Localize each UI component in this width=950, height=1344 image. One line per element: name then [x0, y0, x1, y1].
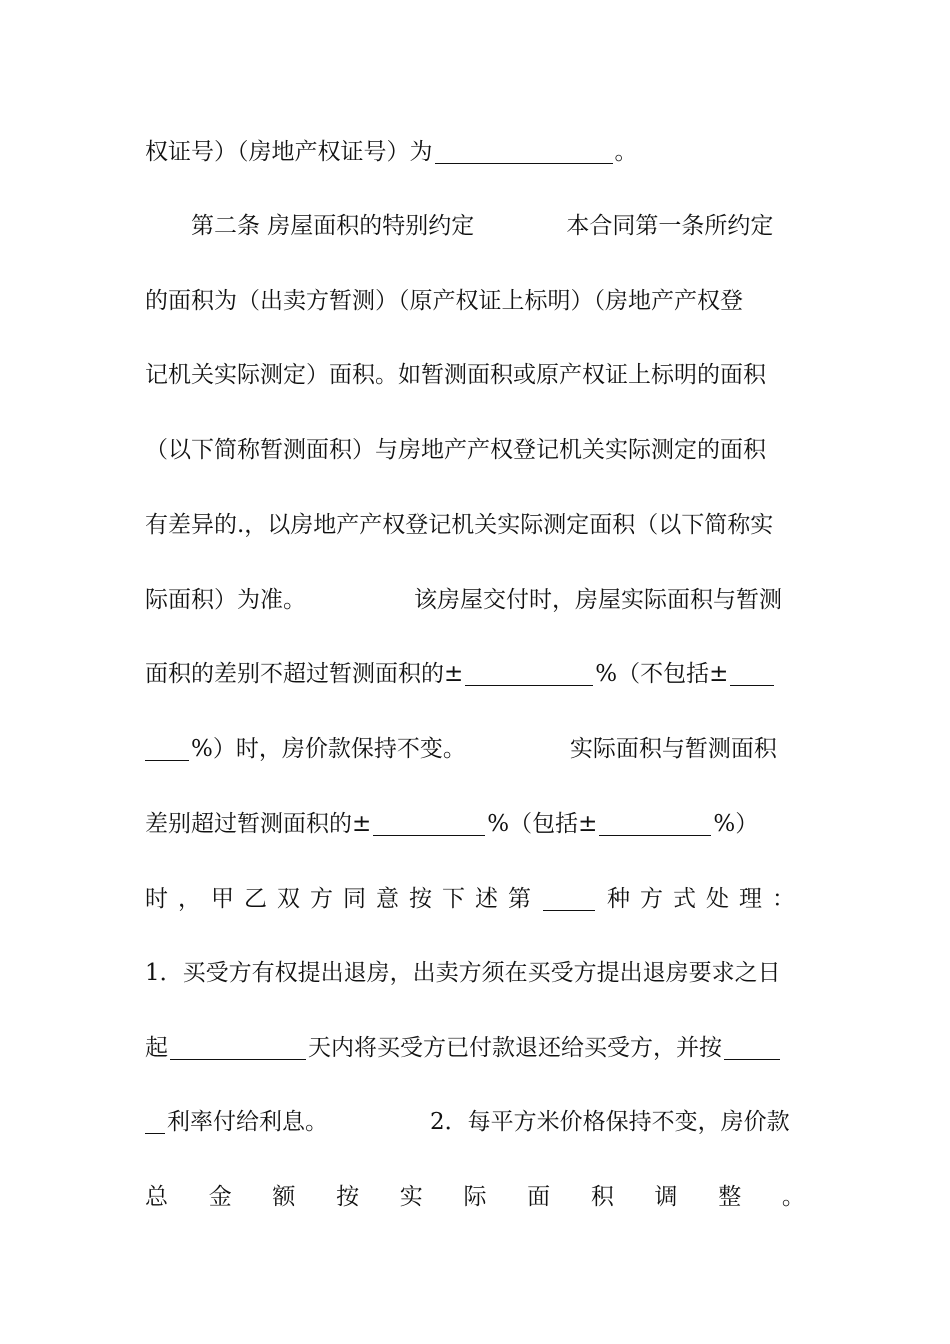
text-line-14	[145, 1102, 805, 1142]
text-segment: 种方式处理：	[607, 886, 805, 912]
text-line-2	[145, 206, 805, 246]
text-segment: 利率付给利息。	[167, 1109, 328, 1135]
text-line-15	[145, 1177, 805, 1217]
text-segment: 有差异的.，以房地产产权登记机关实际测定面积（以下简称实	[145, 512, 774, 538]
fill-in-blank	[543, 888, 595, 911]
text-segment: 实际面积与暂测面积	[569, 736, 777, 762]
text-line-6	[145, 505, 805, 545]
text-character: 调	[654, 1184, 678, 1210]
text-line-3	[145, 281, 805, 321]
text-segment: （以下简称暂测面积）与房地产产权登记机关实际测定的面积	[145, 437, 766, 463]
text-segment: %）	[713, 811, 759, 837]
text-segment: 时，甲乙双方同意按下述第	[145, 886, 541, 912]
text-character: 整	[718, 1184, 742, 1210]
text-character: 际	[463, 1184, 487, 1210]
text-segment: 2．每平方米价格保持不变，房价款	[430, 1109, 790, 1135]
fill-in-blank	[435, 141, 613, 164]
fill-in-blank	[145, 738, 189, 761]
text-segment: %（包括±	[487, 811, 598, 837]
text-line-12	[145, 953, 805, 993]
fill-in-blank	[730, 663, 774, 686]
text-line-13	[145, 1028, 805, 1068]
fill-in-blank	[599, 813, 711, 836]
text-character: 总	[145, 1184, 168, 1210]
text-line-8	[145, 654, 805, 694]
text-character: 积	[590, 1184, 614, 1210]
text-segment: 起	[145, 1035, 168, 1061]
fill-in-blank	[465, 663, 593, 686]
text-segment: %）时，房价款保持不变。	[191, 736, 466, 762]
fill-in-blank	[145, 1111, 165, 1134]
text-character: 面	[527, 1184, 551, 1210]
text-segment: %（不包括±	[595, 661, 729, 687]
text-line-1	[145, 132, 805, 172]
fill-in-blank	[373, 813, 485, 836]
text-character: 实	[399, 1184, 423, 1210]
text-segment: 本合同第一条所约定	[566, 213, 774, 239]
text-segment: 天内将买受方已付款退还给买受方，并按	[308, 1035, 722, 1061]
text-line-11	[145, 879, 805, 919]
fill-in-blank	[170, 1037, 306, 1060]
text-segment: 面积的差别不超过暂测面积的±	[145, 661, 464, 687]
fill-in-blank	[724, 1037, 780, 1060]
text-line-9	[145, 729, 805, 769]
text-segment: 记机关实际测定）面积。如暂测面积或原产权证上标明的面积	[145, 362, 766, 388]
text-character: 。	[781, 1184, 805, 1210]
text-line-5	[145, 430, 805, 470]
text-line-10	[145, 804, 805, 844]
text-character: 金	[208, 1184, 232, 1210]
text-segment: 的面积为（出卖方暂测）（原产权证上标明）（房地产产权登	[145, 288, 743, 314]
text-character: 按	[336, 1184, 360, 1210]
text-segment: 1．买受方有权提出退房，出卖方须在买受方提出退房要求之日	[145, 960, 781, 986]
text-line-4	[145, 355, 805, 395]
text-segment: 。	[614, 139, 638, 165]
text-character: 额	[272, 1184, 296, 1210]
text-segment: 该房屋交付时，房屋实际面积与暂测	[414, 587, 782, 613]
text-segment: 际面积）为准。	[145, 587, 306, 613]
text-segment: 权证号）（房地产权证号）为	[145, 139, 433, 165]
text-line-7	[145, 580, 805, 620]
article-heading: 第二条 房屋面积的特别约定	[191, 213, 475, 239]
text-segment: 差别超过暂测面积的±	[145, 811, 372, 837]
